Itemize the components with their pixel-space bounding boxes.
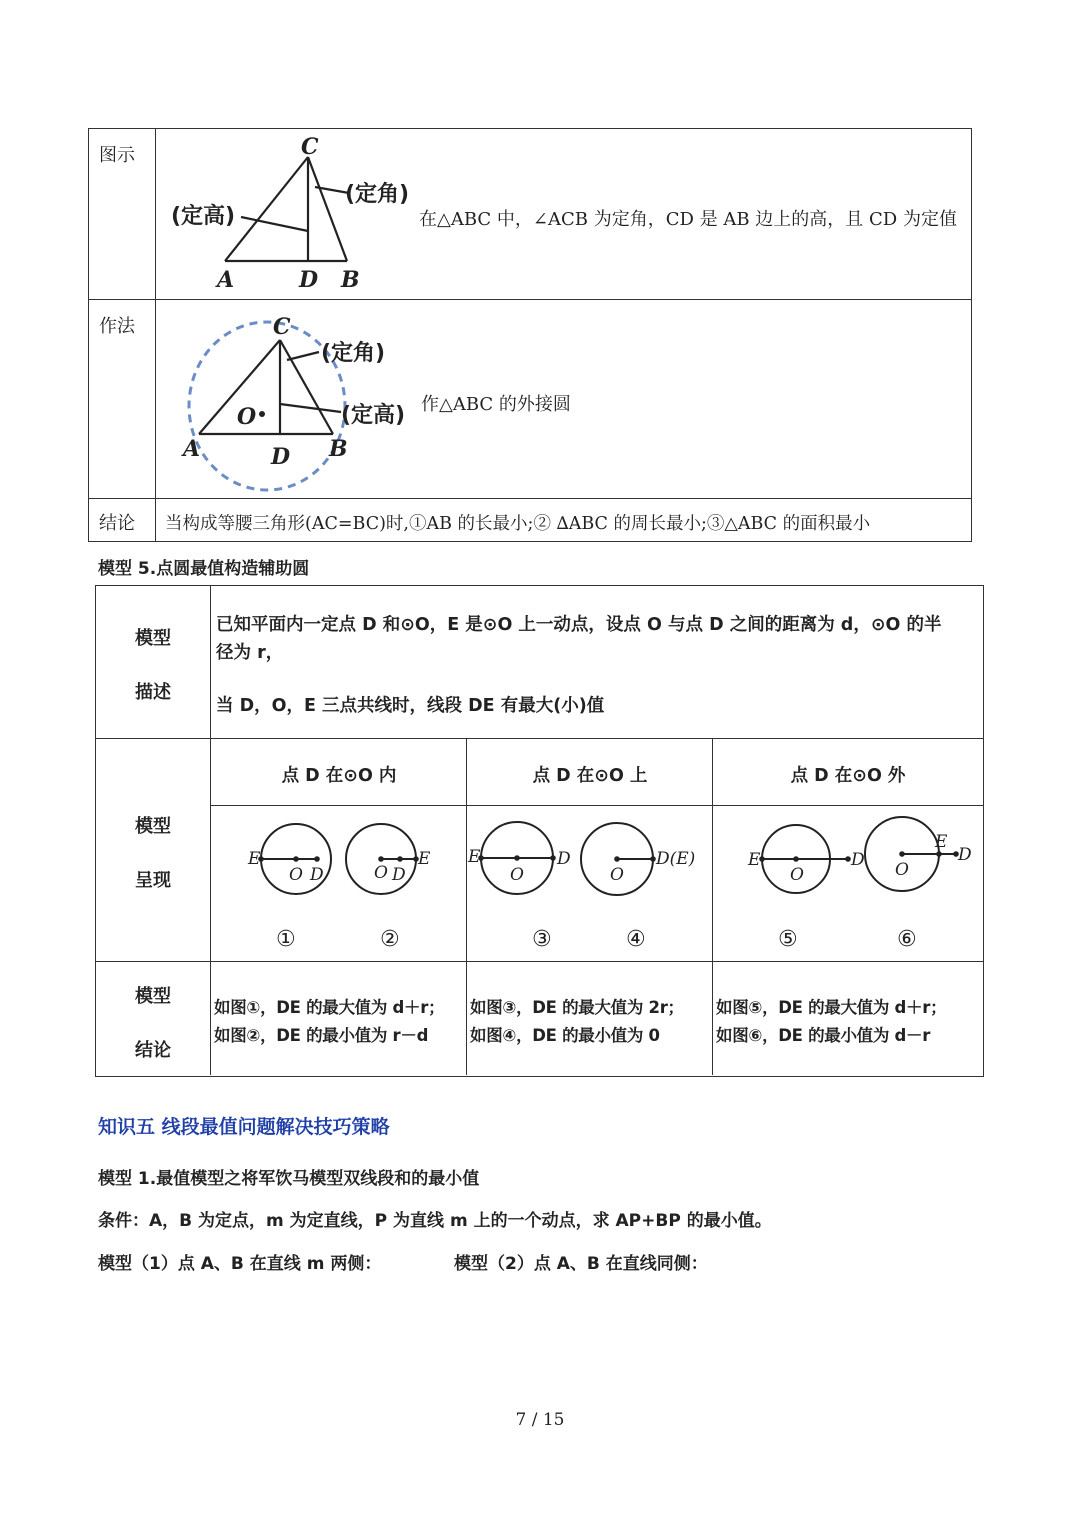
fig6-label-O: O	[895, 860, 909, 880]
row-label: 结论	[99, 513, 135, 534]
conclusion-col3-line2: 如图⑥，DE 的最小值为 d－r	[716, 1026, 931, 1045]
figure-description: 在△ABC 中，∠ACB 为定角，CD 是 AB 边上的高，且 CD 为定值	[419, 209, 957, 230]
triangle-figure	[169, 135, 429, 295]
method-description: 作△ABC 的外接圆	[421, 394, 571, 415]
fig3-label-O: O	[510, 865, 524, 885]
point-A-label: A	[217, 267, 235, 293]
desc-line-3: 当 D，O，E 三点共线时，线段 DE 有最大(小)值	[216, 696, 605, 716]
point-D-label: D	[271, 444, 291, 470]
fig6-label-E: E	[935, 832, 948, 852]
fixed-height-tag: (定高)	[341, 403, 406, 428]
model-a-heading: 模型（1）点 A、B 在直线 m 两侧：	[98, 1254, 382, 1274]
figure-number-5: ⑤	[778, 927, 798, 952]
point-B-label: B	[341, 267, 360, 293]
fig5-label-O: O	[790, 865, 804, 885]
page-number: 7 / 15	[515, 1410, 565, 1430]
fig2-label-E: E	[418, 849, 431, 869]
show-label-line1: 模型	[135, 816, 171, 837]
desc-line-2: 径为 r，	[216, 643, 284, 663]
desc-label-line2: 描述	[135, 682, 171, 703]
fig1-label-D: D	[310, 865, 324, 885]
show-label-line2: 呈现	[135, 870, 171, 891]
fig2-label-D: D	[392, 865, 406, 885]
fig3-label-D: D	[557, 849, 571, 869]
fig6-label-D: D	[958, 845, 972, 865]
fig2-label-O: O	[374, 863, 388, 883]
column-header-outside: 点 D 在⊙O 外	[790, 766, 906, 786]
fig5-label-D: D	[851, 850, 865, 870]
figure-number-6: ⑥	[897, 927, 917, 952]
fig3-label-E: E	[468, 847, 481, 867]
concl-label-line1: 模型	[135, 986, 171, 1007]
desc-label-line1: 模型	[135, 628, 171, 649]
model5-heading: 模型 5.点圆最值构造辅助圆	[98, 559, 310, 579]
point-B-label: B	[329, 436, 348, 462]
model-b-heading: 模型（2）点 A、B 在直线同侧：	[454, 1254, 708, 1274]
conclusion-col2-line1: 如图③，DE 的最大值为 2r；	[470, 998, 684, 1017]
point-D-label: D	[299, 267, 319, 293]
condition-text: 条件：A，B 为定点，m 为定直线，P 为直线 m 上的一个动点，求 AP+BP 的最小值。	[98, 1211, 772, 1231]
point-circle-model-table	[95, 585, 984, 1077]
concl-label-line2: 结论	[135, 1040, 171, 1061]
fig1-label-E: E	[248, 849, 261, 869]
figure-number-1: ①	[276, 927, 296, 952]
column-header-on: 点 D 在⊙O 上	[532, 766, 648, 786]
point-O-label: O	[237, 404, 257, 430]
table-row-method	[89, 299, 971, 499]
fig5-label-E: E	[748, 850, 761, 870]
point-C-label: C	[273, 314, 291, 340]
figure-number-3: ③	[532, 927, 552, 952]
conclusion-col3-line1: 如图⑤，DE 的最大值为 d＋r；	[716, 998, 947, 1017]
conclusion-col1-line1: 如图①，DE 的最大值为 d＋r；	[214, 998, 445, 1017]
fixed-angle-tag: (定角)	[345, 182, 410, 207]
table-row-figure	[89, 129, 971, 299]
desc-line-1: 已知平面内一定点 D 和⊙O，E 是⊙O 上一动点，设点 O 与点 D 之间的距离为 d，⊙O 的半	[216, 615, 942, 635]
fig1-label-O: O	[289, 865, 303, 885]
point-C-label: C	[301, 135, 319, 160]
model1-heading: 模型 1.最值模型之将军饮马模型双线段和的最小值	[98, 1169, 480, 1189]
circumcircle-figure	[177, 306, 427, 496]
conclusion-col1-line2: 如图②，DE 的最小值为 r－d	[214, 1026, 429, 1045]
section5-heading: 知识五 线段最值问题解决技巧策略	[98, 1116, 390, 1138]
figure-number-2: ②	[380, 927, 400, 952]
table-row-conclusion	[89, 498, 971, 542]
row-label: 图示	[99, 145, 135, 166]
fig4-label-DE: D(E)	[656, 849, 696, 869]
fixed-angle-tag: (定角)	[321, 341, 386, 366]
conclusion-col2-line2: 如图④，DE 的最小值为 0	[470, 1026, 660, 1045]
point-A-label: A	[183, 436, 201, 462]
triangle-model-table	[88, 128, 972, 542]
fig4-label-O: O	[610, 865, 624, 885]
row-label: 作法	[99, 316, 135, 337]
conclusion-text: 当构成等腰三角形(AC=BC)时,①AB 的长最小;② ∆ABC 的周长最小;③△ABC 的面积最小	[165, 514, 871, 534]
fixed-height-tag: (定高)	[171, 204, 236, 229]
column-header-inside: 点 D 在⊙O 内	[281, 766, 397, 786]
figure-number-4: ④	[626, 927, 646, 952]
